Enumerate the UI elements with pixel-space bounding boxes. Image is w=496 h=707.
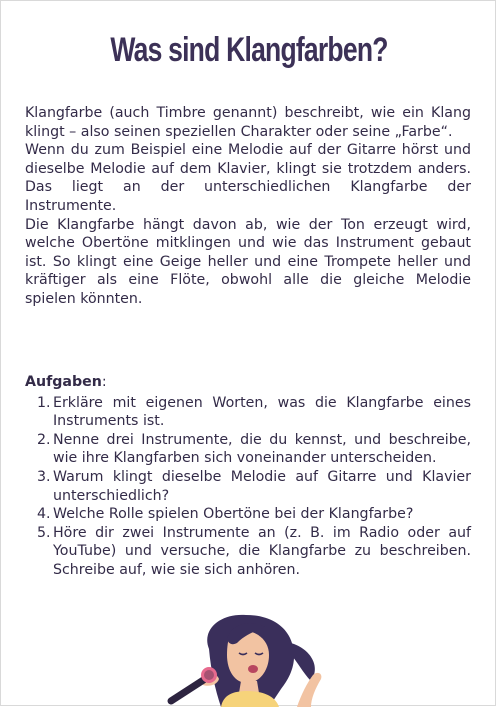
tasks-heading: Aufgaben: (25, 374, 107, 390)
task-item: 1. Erkläre mit eigenen Worten, was die Klangfarbe eines Instruments ist. (37, 394, 471, 430)
tasks-section (25, 373, 471, 580)
task-item: 2. Nenne drei Instrumente, die du kennst, und beschreibe, wie ihre Klangfarben sich voneinander unterscheiden. (37, 431, 471, 467)
task-list (25, 394, 471, 580)
singer-illustration (161, 609, 341, 707)
task-item: 3. Warum klingt dieselbe Melodie auf Gitarre und Klavier unterschiedlich? (37, 468, 471, 504)
task-item: 5. Höre dir zwei Instrumente an (z. B. im Radio oder auf YouTube) und versuche, die Klangfarbe zu beschreiben. Schreibe auf, wie sie sich anhören. (37, 524, 471, 578)
paragraph-explanation: Die Klangfarbe hängt davon ab, wie der Ton erzeugt wird, welche Obertöne mitklingen und wie das Instrument gebaut ist. So klingt eine Geige heller und eine Trompete heller und kräftiger als eine Flöte, obwohl alle die gleiche Melodie spielen könnten. (25, 216, 471, 307)
intro-text (25, 104, 471, 309)
task-item: 4. Welche Rolle spielen Obertöne bei der Klangfarbe? (37, 506, 414, 523)
paragraph-example: Wenn du zum Beispiel eine Melodie auf der Gitarre hörst und dieselbe Melodie auf dem Klavier, klingt sie trotzdem anders. Das liegt an der unterschiedlichen Klangfarbe der Instrumente. (25, 142, 471, 214)
page-title: Was sind Klangfarben? (110, 31, 388, 69)
paragraph-definition: Klangfarbe (auch Timbre genannt) beschreibt, wie ein Klang klingt – also seinen speziellen Charakter oder seine „Farbe“. (25, 105, 471, 140)
